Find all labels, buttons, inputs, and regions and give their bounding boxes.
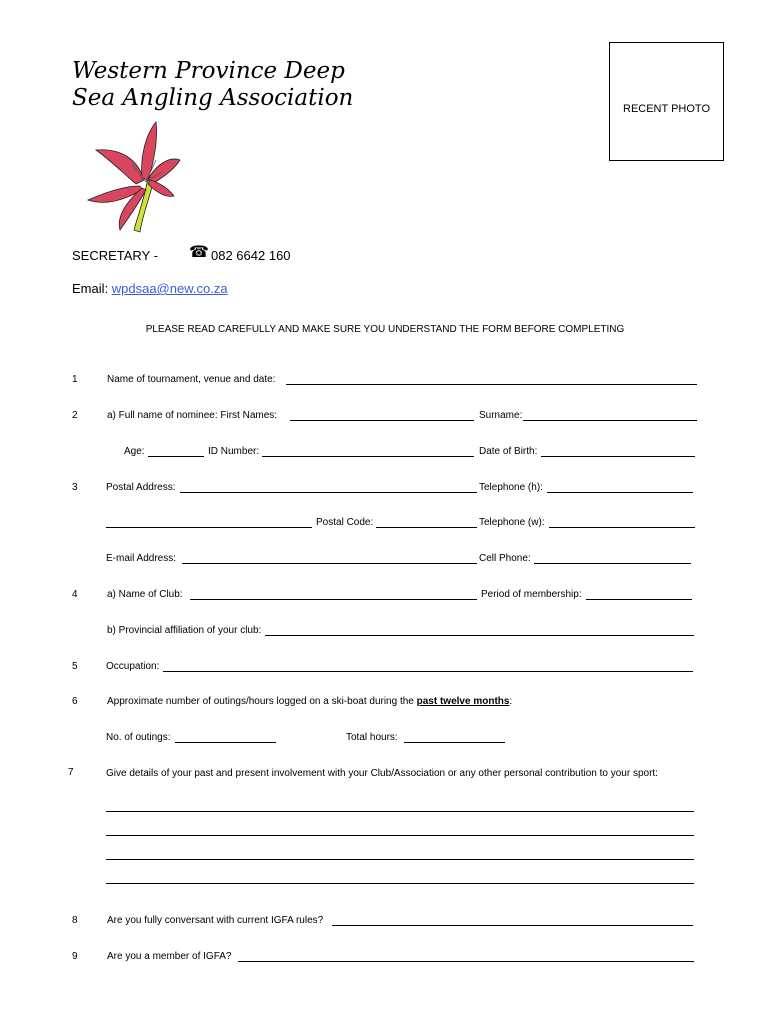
- id-number-label: ID Number:: [208, 446, 260, 457]
- outings-field[interactable]: [175, 742, 276, 743]
- title-line-1: Western Province Deep: [72, 58, 345, 84]
- q9-label: Are you a member of IGFA?: [107, 951, 232, 962]
- provincial-affiliation-field[interactable]: [265, 635, 694, 636]
- photo-label: RECENT PHOTO: [623, 103, 710, 115]
- email-address-field[interactable]: [182, 563, 477, 564]
- q4-number: 4: [72, 589, 78, 600]
- q7-line-3[interactable]: [106, 859, 694, 860]
- secretary-phone: 082 6642 160: [211, 248, 291, 263]
- postal-code-field[interactable]: [376, 527, 477, 528]
- postal-code-label: Postal Code:: [316, 517, 374, 528]
- lily-logo: [82, 120, 182, 235]
- tel-work-label: Telephone (w):: [479, 517, 545, 528]
- first-names-field[interactable]: [290, 420, 474, 421]
- surname-field[interactable]: [523, 420, 697, 421]
- q7-label: Give details of your past and present involvement with your Club/Association or any other personal contribution to your sport:: [106, 768, 658, 779]
- q1-number: 1: [72, 374, 78, 385]
- q6-number: 6: [72, 696, 78, 707]
- age-field[interactable]: [148, 456, 204, 457]
- email-label: Email:: [72, 281, 109, 296]
- club-name-label: a) Name of Club:: [107, 589, 183, 600]
- q8-label: Are you fully conversant with current IGFA rules?: [107, 915, 324, 926]
- cell-phone-label: Cell Phone:: [479, 553, 531, 564]
- club-name-field[interactable]: [190, 599, 477, 600]
- dob-field[interactable]: [541, 456, 695, 457]
- secretary-label: SECRETARY -: [72, 248, 158, 263]
- postal-address-field[interactable]: [180, 492, 477, 493]
- email-address-label: E-mail Address:: [106, 553, 177, 564]
- igfa-member-field[interactable]: [238, 961, 694, 962]
- id-number-field[interactable]: [262, 456, 474, 457]
- recent-photo-box[interactable]: [609, 42, 724, 161]
- q1-field[interactable]: [286, 384, 697, 385]
- q7-number: 7: [68, 767, 74, 778]
- phone-icon: ☎: [189, 244, 209, 261]
- tel-work-field[interactable]: [549, 527, 695, 528]
- q6-label-emphasis: past twelve months: [416, 696, 510, 707]
- provincial-affiliation-label: b) Provincial affiliation of your club:: [107, 625, 262, 636]
- igfa-rules-field[interactable]: [332, 925, 693, 926]
- postal-address-label: Postal Address:: [106, 482, 176, 493]
- age-label: Age:: [124, 446, 145, 457]
- membership-period-label: Period of membership:: [481, 589, 582, 600]
- postal-address-line-2[interactable]: [106, 527, 312, 528]
- occupation-label: Occupation:: [106, 661, 160, 672]
- total-hours-label: Total hours:: [346, 732, 398, 743]
- q3-number: 3: [72, 482, 78, 493]
- q6-label-pre: Approximate number of outings/hours logged on a ski-boat during the: [107, 696, 417, 707]
- q9-number: 9: [72, 951, 78, 962]
- q5-number: 5: [72, 661, 78, 672]
- email-line: [72, 281, 228, 296]
- total-hours-field[interactable]: [404, 742, 505, 743]
- form-notice: PLEASE READ CAREFULLY AND MAKE SURE YOU UNDERSTAND THE FORM BEFORE COMPLETING: [145, 324, 625, 335]
- tel-home-label: Telephone (h):: [479, 482, 543, 493]
- email-link[interactable]: wpdsaa@new.co.za: [111, 281, 228, 296]
- dob-label: Date of Birth:: [479, 446, 538, 457]
- tel-home-field[interactable]: [547, 492, 693, 493]
- q7-line-4[interactable]: [106, 883, 694, 884]
- q6-label-post: :: [509, 696, 513, 707]
- occupation-field[interactable]: [163, 671, 693, 672]
- cell-phone-field[interactable]: [534, 563, 691, 564]
- outings-label: No. of outings:: [106, 732, 171, 743]
- association-title: [72, 58, 353, 112]
- q1-label: Name of tournament, venue and date:: [107, 374, 276, 385]
- q8-number: 8: [72, 915, 78, 926]
- q2-first-names-label: a) Full name of nominee: First Names:: [107, 410, 278, 421]
- lily-flower-icon: [88, 122, 180, 232]
- q7-line-2[interactable]: [106, 835, 694, 836]
- surname-label: Surname:: [479, 410, 523, 421]
- q7-line-1[interactable]: [106, 811, 694, 812]
- q2-number: 2: [72, 410, 78, 421]
- membership-period-field[interactable]: [586, 599, 692, 600]
- q6-label: [107, 696, 512, 707]
- title-line-2: Sea Angling Association: [72, 85, 354, 111]
